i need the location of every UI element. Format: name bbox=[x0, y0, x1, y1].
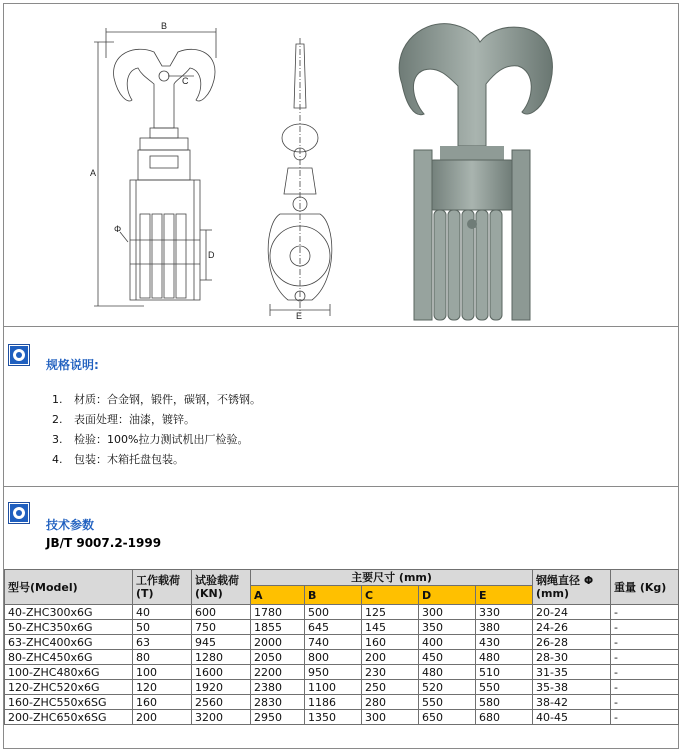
table-row bbox=[5, 635, 679, 650]
table-cell-b: 1186 bbox=[305, 695, 362, 710]
table-cell-weight: - bbox=[611, 710, 679, 725]
table-row bbox=[5, 605, 679, 620]
divider bbox=[4, 486, 678, 487]
table-cell-d: 450 bbox=[419, 650, 476, 665]
header-dimensions: 主要尺寸 (mm) bbox=[251, 570, 533, 586]
table-cell-rope: 26-28 bbox=[533, 635, 611, 650]
table-cell-a: 2200 bbox=[251, 665, 305, 680]
list-item: 1. 材质：合金钢，锻件，碳钢，不锈钢。 bbox=[52, 393, 261, 406]
table-cell-a: 2050 bbox=[251, 650, 305, 665]
table-cell-weight: - bbox=[611, 635, 679, 650]
header-dim-a: A bbox=[251, 586, 305, 605]
table-cell-a: 2830 bbox=[251, 695, 305, 710]
table-cell-c: 160 bbox=[362, 635, 419, 650]
table-cell-rope: 31-35 bbox=[533, 665, 611, 680]
table-cell-b: 740 bbox=[305, 635, 362, 650]
table-cell-c: 145 bbox=[362, 620, 419, 635]
table-row bbox=[5, 650, 679, 665]
table-cell-model: 200-ZHC650x6SG bbox=[5, 710, 133, 725]
table-cell-c: 280 bbox=[362, 695, 419, 710]
table-cell-b: 950 bbox=[305, 665, 362, 680]
table-cell-b: 500 bbox=[305, 605, 362, 620]
table-cell-wll: 100 bbox=[133, 665, 192, 680]
header-weight: 重量 (Kg) bbox=[611, 570, 679, 605]
table-cell-weight: - bbox=[611, 680, 679, 695]
table-cell-c: 230 bbox=[362, 665, 419, 680]
table-cell-test: 1920 bbox=[192, 680, 251, 695]
table-cell-weight: - bbox=[611, 620, 679, 635]
table-cell-rope: 20-24 bbox=[533, 605, 611, 620]
table-cell-e: 680 bbox=[476, 710, 533, 725]
header-wll: 工作载荷 (T) bbox=[133, 570, 192, 605]
table-cell-model: 100-ZHC480x6G bbox=[5, 665, 133, 680]
table-cell-rope: 38-42 bbox=[533, 695, 611, 710]
section-badge-icon bbox=[8, 344, 30, 366]
table-cell-rope: 40-45 bbox=[533, 710, 611, 725]
table-cell-a: 1780 bbox=[251, 605, 305, 620]
table-cell-model: 80-ZHC450x6G bbox=[5, 650, 133, 665]
dim-label-e: E bbox=[296, 311, 303, 320]
table-cell-a: 2000 bbox=[251, 635, 305, 650]
table-cell-e: 330 bbox=[476, 605, 533, 620]
table-cell-wll: 120 bbox=[133, 680, 192, 695]
table-row bbox=[5, 695, 679, 710]
params-table bbox=[4, 569, 679, 725]
table-cell-test: 600 bbox=[192, 605, 251, 620]
specs-title: 规格说明: bbox=[46, 358, 99, 372]
table-cell-wll: 63 bbox=[133, 635, 192, 650]
list-item: 3. 检验：100%拉力测试机出厂检验。 bbox=[52, 433, 249, 446]
table-cell-rope: 24-26 bbox=[533, 620, 611, 635]
dim-label-c: C bbox=[182, 76, 189, 86]
dim-label-phi: Φ bbox=[114, 224, 122, 234]
table-cell-wll: 200 bbox=[133, 710, 192, 725]
header-dim-d: D bbox=[419, 586, 476, 605]
dim-label-d: D bbox=[208, 250, 215, 260]
divider bbox=[4, 326, 678, 327]
table-row bbox=[5, 680, 679, 695]
table-cell-weight: - bbox=[611, 605, 679, 620]
table-cell-a: 2950 bbox=[251, 710, 305, 725]
table-cell-wll: 50 bbox=[133, 620, 192, 635]
table-cell-c: 300 bbox=[362, 710, 419, 725]
table-cell-b: 800 bbox=[305, 650, 362, 665]
table-cell-e: 510 bbox=[476, 665, 533, 680]
table-cell-test: 3200 bbox=[192, 710, 251, 725]
table-cell-model: 50-ZHC350x6G bbox=[5, 620, 133, 635]
table-cell-wll: 80 bbox=[133, 650, 192, 665]
table-cell-d: 480 bbox=[419, 665, 476, 680]
table-cell-model: 120-ZHC520x6G bbox=[5, 680, 133, 695]
table-cell-c: 200 bbox=[362, 650, 419, 665]
table-cell-c: 125 bbox=[362, 605, 419, 620]
table-cell-test: 750 bbox=[192, 620, 251, 635]
table-cell-test: 945 bbox=[192, 635, 251, 650]
header-dim-e: E bbox=[476, 586, 533, 605]
product-photo bbox=[384, 14, 560, 324]
header-model: 型号(Model) bbox=[5, 570, 133, 605]
table-cell-weight: - bbox=[611, 665, 679, 680]
table-cell-d: 550 bbox=[419, 695, 476, 710]
table-cell-d: 300 bbox=[419, 605, 476, 620]
table-cell-b: 645 bbox=[305, 620, 362, 635]
standard-code: JB/T 9007.2-1999 bbox=[46, 536, 162, 550]
table-cell-c: 250 bbox=[362, 680, 419, 695]
list-item: 4. 包装：木箱托盘包装。 bbox=[52, 453, 184, 466]
dim-label-a: A bbox=[90, 168, 97, 178]
table-cell-test: 1600 bbox=[192, 665, 251, 680]
table-cell-b: 1350 bbox=[305, 710, 362, 725]
technical-drawing bbox=[84, 18, 334, 320]
table-cell-rope: 35-38 bbox=[533, 680, 611, 695]
table-cell-d: 400 bbox=[419, 635, 476, 650]
list-item: 2. 表面处理：油漆，镀锌。 bbox=[52, 413, 195, 426]
table-cell-e: 580 bbox=[476, 695, 533, 710]
table-cell-weight: - bbox=[611, 650, 679, 665]
table-cell-d: 520 bbox=[419, 680, 476, 695]
table-cell-test: 2560 bbox=[192, 695, 251, 710]
table-cell-wll: 40 bbox=[133, 605, 192, 620]
table-cell-b: 1100 bbox=[305, 680, 362, 695]
section-badge-icon bbox=[8, 502, 30, 524]
table-cell-e: 430 bbox=[476, 635, 533, 650]
params-title: 技术参数 bbox=[46, 518, 95, 532]
table-cell-test: 1280 bbox=[192, 650, 251, 665]
header-dim-c: C bbox=[362, 586, 419, 605]
table-cell-a: 2380 bbox=[251, 680, 305, 695]
table-cell-e: 550 bbox=[476, 680, 533, 695]
table-row bbox=[5, 710, 679, 725]
table-cell-rope: 28-30 bbox=[533, 650, 611, 665]
table-cell-e: 480 bbox=[476, 650, 533, 665]
table-cell-d: 350 bbox=[419, 620, 476, 635]
table-row bbox=[5, 620, 679, 635]
header-rope-dia: 钢绳直径 Φ (mm) bbox=[533, 570, 611, 605]
table-row bbox=[5, 665, 679, 680]
table-cell-model: 40-ZHC300x6G bbox=[5, 605, 133, 620]
header-dim-b: B bbox=[305, 586, 362, 605]
header-test-load: 试验载荷 (KN) bbox=[192, 570, 251, 605]
table-cell-d: 650 bbox=[419, 710, 476, 725]
specs-list bbox=[52, 390, 261, 470]
dim-label-b: B bbox=[161, 21, 168, 31]
table-cell-weight: - bbox=[611, 695, 679, 710]
table-cell-model: 160-ZHC550x6SG bbox=[5, 695, 133, 710]
table-cell-a: 1855 bbox=[251, 620, 305, 635]
table-cell-model: 63-ZHC400x6G bbox=[5, 635, 133, 650]
table-cell-e: 380 bbox=[476, 620, 533, 635]
table-cell-wll: 160 bbox=[133, 695, 192, 710]
